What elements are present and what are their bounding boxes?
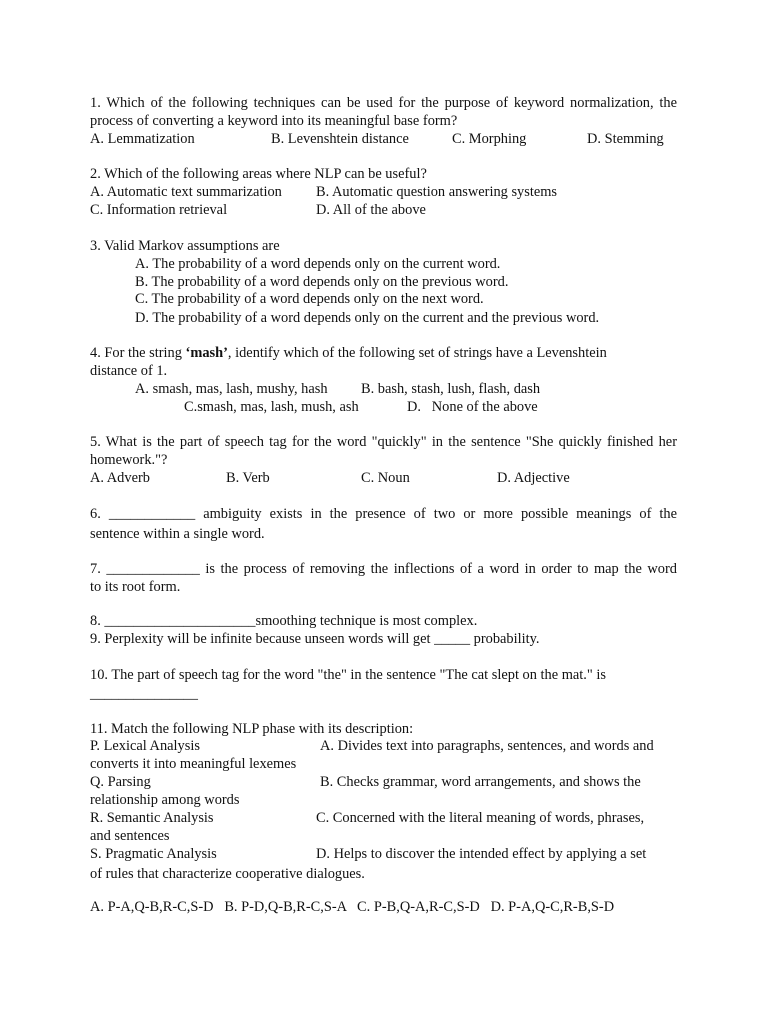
q7-text-line1: 7. _____________ is the process of removing the inflections of a word in order to map the word — [90, 561, 677, 577]
q11-r-left: R. Semantic Analysis — [90, 810, 214, 826]
q5-option-c: C. Noun — [361, 470, 410, 486]
q11-r-cont: and sentences — [90, 828, 170, 844]
q4-text-line1 — [90, 344, 607, 362]
q6-text-line2: sentence within a single word. — [90, 526, 265, 542]
q11-q-right: B. Checks grammar, word arrangements, and shows the — [320, 774, 641, 790]
q5-text-line1: 5. What is the part of speech tag for the word "quickly" in the sentence "She quickly finished her — [90, 434, 677, 450]
q1-option-c: C. Morphing — [452, 131, 527, 147]
q5-option-a: A. Adverb — [90, 470, 150, 486]
q6-text-line1: 6. ____________ ambiguity exists in the presence of two or more possible meanings of the — [90, 506, 677, 522]
q11-q-left: Q. Parsing — [90, 774, 151, 790]
q8-text: 8. _____________________smoothing technique is most complex. — [90, 613, 478, 629]
q4-text-bold: ‘mash’ — [185, 345, 228, 361]
q1-option-d: D. Stemming — [587, 131, 664, 147]
q10-text-line2: _______________ — [90, 686, 198, 702]
q1-option-b: B. Levenshtein distance — [271, 131, 409, 147]
q2-option-c: C. Information retrieval — [90, 202, 228, 218]
q11-p-left: P. Lexical Analysis — [90, 738, 200, 754]
q11-text-line1: 11. Match the following NLP phase with its description: — [90, 721, 414, 737]
q11-q-cont: relationship among words — [90, 792, 240, 808]
q3-option-d: D. The probability of a word depends only on the current and the previous word. — [135, 310, 600, 326]
q4-text-line2: distance of 1. — [90, 363, 168, 379]
q2-option-d: D. All of the above — [316, 202, 426, 218]
q1-option-a: A. Lemmatization — [90, 131, 195, 147]
q7-text-line2: to its root form. — [90, 579, 181, 595]
q4-option-c: C.smash, mas, lash, mush, ash — [184, 399, 359, 415]
q10-text-line1: 10. The part of speech tag for the word "the" in the sentence "The cat slept on the mat." is — [90, 667, 606, 683]
q4-option-b: B. bash, stash, lush, flash, dash — [361, 381, 541, 397]
q11-answer-options: A. P-A,Q-B,R-C,S-D B. P-D,Q-B,R-C,S-A C. P-B,Q-A,R-C,S-D D. P-A,Q-C,R-B,S-D — [90, 899, 615, 915]
q9-text: 9. Perplexity will be infinite because unseen words will get _____ probability. — [90, 631, 540, 647]
q11-p-right: A. Divides text into paragraphs, sentences, and words and — [320, 738, 654, 754]
q1-text-line2: process of converting a keyword into its meaningful base form? — [90, 113, 458, 129]
q4-text-pre: 4. For the string — [90, 345, 186, 361]
q11-s-right: D. Helps to discover the intended effect by applying a set — [316, 846, 647, 862]
q2-text-line1: 2. Which of the following areas where NLP can be useful? — [90, 166, 427, 182]
q11-p-cont: converts it into meaningful lexemes — [90, 756, 297, 772]
q5-option-b: B. Verb — [226, 470, 270, 486]
q4-option-d: D. None of the above — [407, 399, 538, 415]
q2-option-a: A. Automatic text summarization — [90, 184, 282, 200]
q5-option-d: D. Adjective — [497, 470, 570, 486]
q11-r-right: C. Concerned with the literal meaning of words, phrases, — [316, 810, 645, 826]
q4-option-a: A. smash, mas, lash, mushy, hash — [135, 381, 328, 397]
q3-option-b: B. The probability of a word depends only on the previous word. — [135, 274, 509, 290]
q3-text-line1: 3. Valid Markov assumptions are — [90, 238, 280, 254]
q11-s-cont: of rules that characterize cooperative dialogues. — [90, 866, 365, 882]
q5-text-line2: homework."? — [90, 452, 168, 468]
q4-text-post: , identify which of the following set of strings have a Levenshtein — [227, 345, 607, 361]
q11-s-left: S. Pragmatic Analysis — [90, 846, 217, 862]
q1-text-line1: 1. Which of the following techniques can be used for the purpose of keyword normalization, the — [90, 95, 677, 111]
q3-option-a: A. The probability of a word depends only on the current word. — [135, 256, 501, 272]
q3-option-c: C. The probability of a word depends only on the next word. — [135, 291, 484, 307]
q2-option-b: B. Automatic question answering systems — [316, 184, 558, 200]
